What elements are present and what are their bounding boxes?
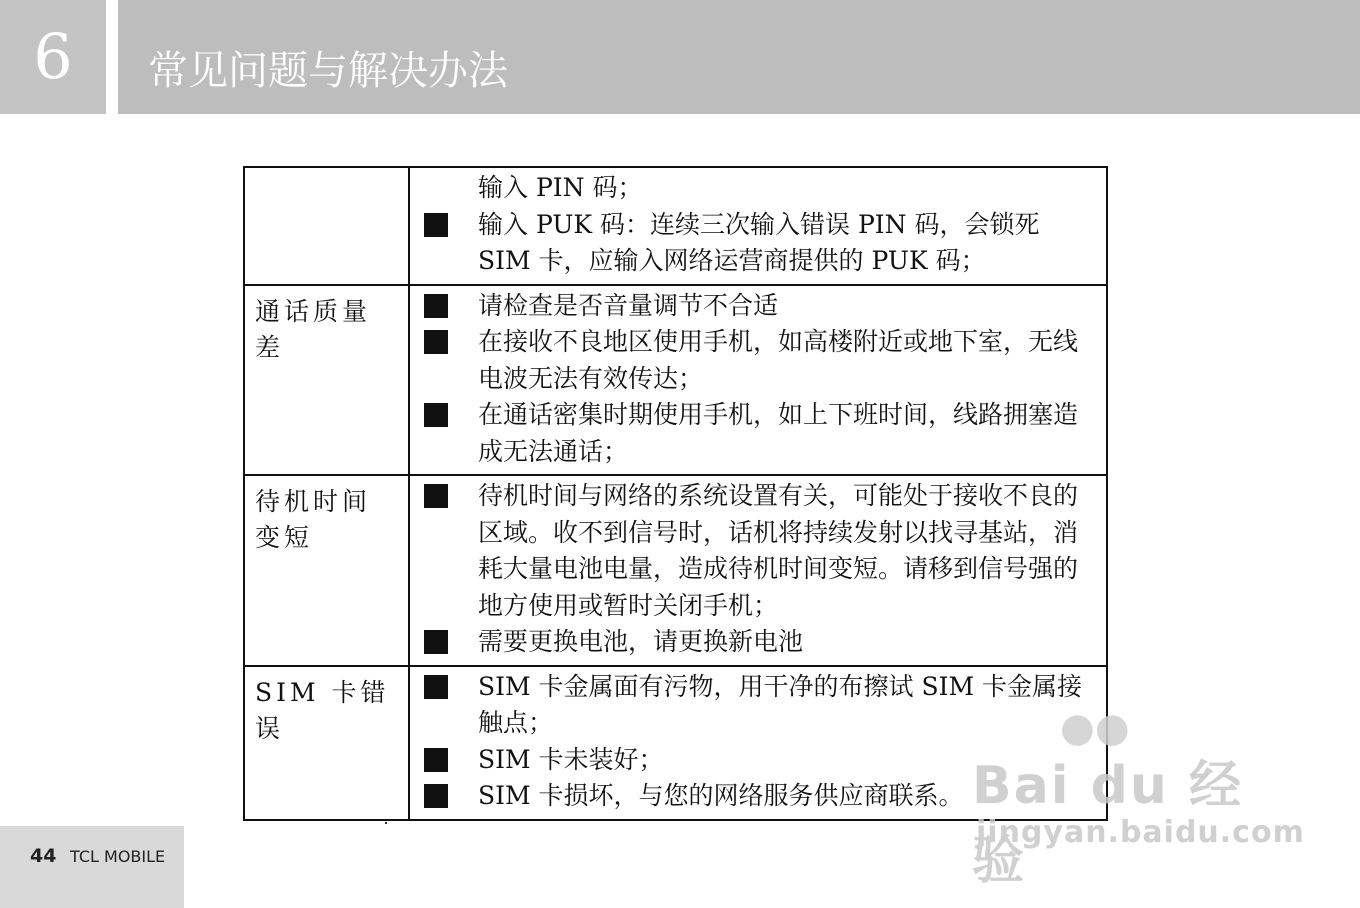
item-text: SIM 卡损坏，与您的网络服务供应商联系。 (478, 781, 964, 810)
baidu-watermark (968, 705, 1305, 891)
answer-cell (409, 475, 1107, 666)
square-bullet-icon (424, 484, 448, 508)
square-bullet-icon (424, 784, 448, 808)
chapter-title: 常见问题与解决办法 (118, 0, 1360, 114)
square-bullet-icon (424, 403, 448, 427)
item-text: SIM 卡金属面有污物，用干净的布擦试 SIM 卡金属接触点； (478, 671, 1083, 737)
table-row (244, 475, 1107, 666)
square-bullet-icon (424, 213, 448, 237)
question-cell: 待机时间变短 (244, 475, 409, 666)
square-bullet-icon (424, 675, 448, 699)
footer-brand: TCL MOBILE (70, 847, 166, 866)
item-text: 在接收不良地区使用手机，如高楼附近或地下室，无线电波无法有效传达； (478, 327, 1079, 393)
item-text: 在通话密集时期使用手机，如上下班时间，线路拥塞造成无法通话； (478, 400, 1079, 466)
answer-cell (409, 167, 1107, 285)
question-cell: SIM 卡错误 (244, 666, 409, 820)
question-cell (244, 167, 409, 285)
list-item (424, 207, 1096, 280)
list-item (424, 624, 1096, 661)
watermark-url-text: jingyan.baidu.com (976, 815, 1305, 850)
item-text: 输入 PIN 码； (478, 173, 643, 202)
item-text: SIM 卡未装好； (478, 744, 664, 774)
stray-dot (385, 822, 387, 824)
list-item (424, 170, 1096, 207)
list-item (424, 324, 1096, 397)
question-cell: 通话质量差 (244, 285, 409, 476)
page-footer (0, 826, 184, 908)
paw-logo-icon: ●● (1060, 705, 1130, 751)
table-row (244, 285, 1107, 476)
watermark-main-text: Bai du 经验 (972, 756, 1243, 891)
square-bullet-icon (424, 294, 448, 318)
list-item (424, 397, 1096, 470)
square-bullet-icon (424, 330, 448, 354)
item-text: 请检查是否音量调节不合适 (478, 290, 779, 320)
item-text: 输入 PUK 码：连续三次输入错误 PIN 码，会锁死 SIM 卡，应输入网络运营商提供的 PUK 码； (478, 209, 1040, 275)
answer-cell (409, 285, 1107, 476)
list-item (424, 288, 1096, 325)
list-item (424, 478, 1096, 624)
square-bullet-icon (424, 630, 448, 654)
table-row (244, 167, 1107, 285)
page-number: 44 (30, 845, 57, 867)
chapter-number: 6 (0, 0, 106, 114)
item-text: 需要更换电池，请更换新电池 (478, 627, 804, 656)
item-text: 待机时间与网络的系统设置有关，可能处于接收不良的区域。收不到信号时，话机将持续发射以找寻基站，消耗大量电池电量，造成待机时间变短。请移到信号强的地方使用或暂时关闭手机； (478, 481, 1079, 620)
square-bullet-icon (424, 748, 448, 772)
